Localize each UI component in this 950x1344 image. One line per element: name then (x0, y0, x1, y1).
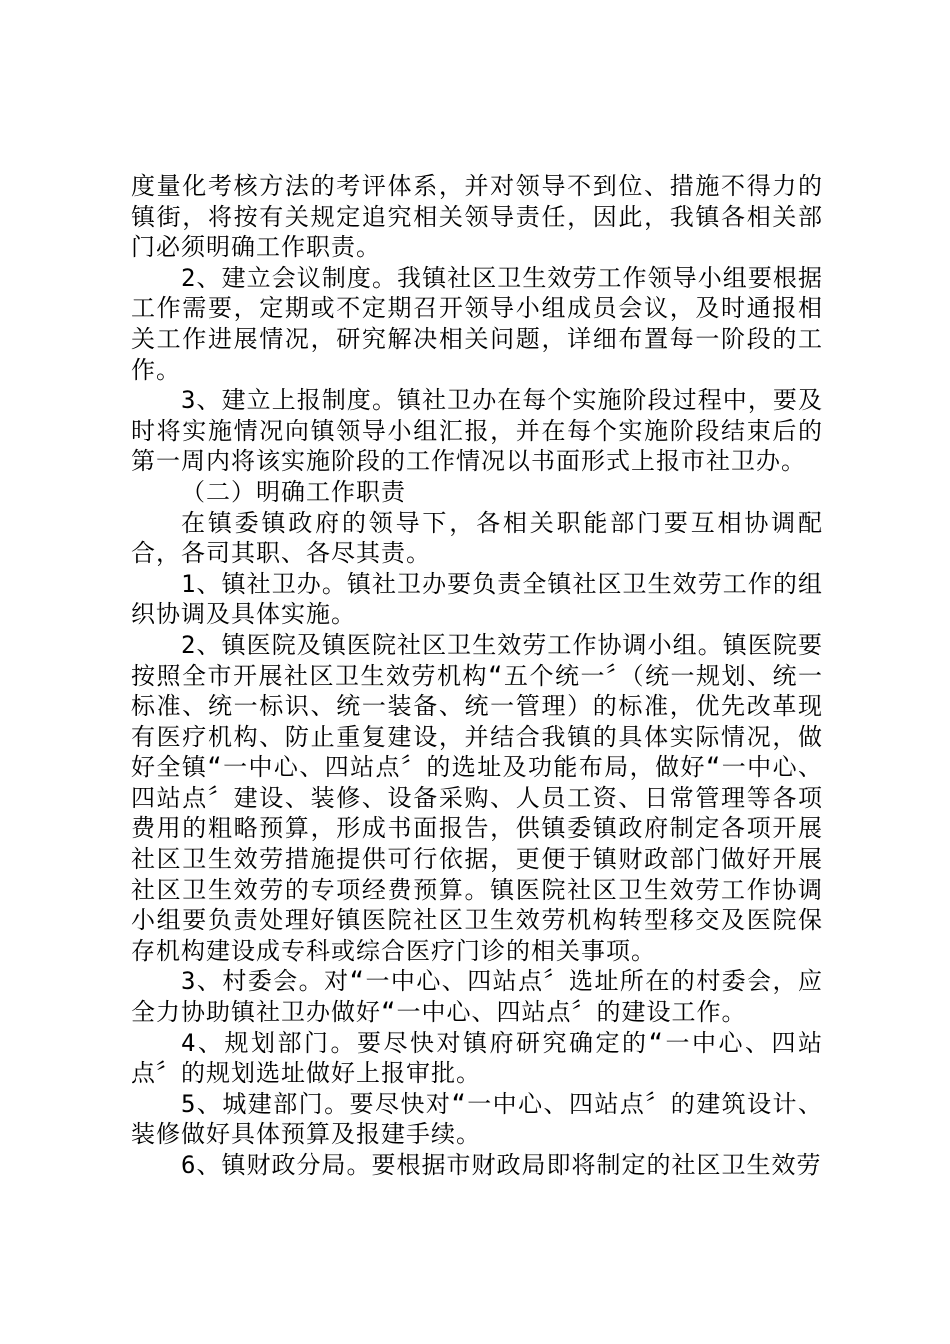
paragraph-reporting-system: 3、建立上报制度。镇社卫办在每个实施阶段过程中，要及时将实施情况向镇领导小组汇报，并在每个实施阶段结束后的第一周内将该实施阶段的工作情况以书面形式上报市社卫办。 (131, 386, 823, 476)
section-heading: （二）明确工作职责 (181, 477, 406, 506)
paragraph-health-office: 1、镇社卫办。镇社卫办要负责全镇社区卫生效劳工作的组织协调及具体实施。 (131, 569, 823, 629)
paragraph-village-committee: 3、村委会。对“一中心、四站点〞选址所在的村委会，应全力协助镇社卫办做好“一中心、四站点〞的建设工作。 (131, 967, 823, 1027)
paragraph-meeting-system: 2、建立会议制度。我镇社区卫生效劳工作领导小组要根据工作需要，定期或不定期召开领导小组成员会议，及时通报相关工作进展情况，研究解决相关问题，详细布置每一阶段的工作。 (131, 263, 823, 384)
paragraph-continuation: 度量化考核方法的考评体系，并对领导不到位、措施不得力的镇街，将按有关规定追究相关领导责任，因此，我镇各相关部门必须明确工作职责。 (131, 172, 823, 262)
paragraph-town-hospital: 2、镇医院及镇医院社区卫生效劳工作协调小组。镇医院要按照全市开展社区卫生效劳机构“五个统一〞（统一规划、统一标准、统一标识、统一装备、统一管理）的标准，优先改革现有医疗机构、防止重复建设，并结合我镇的具体实际情况，做好全镇“一中心、四站点〞的选址及功能布局，做好“一中心、四站点〞建设、装修、设备采购、人员工资、日常管理等各项费用的粗略预算，形成书面报告，供镇委镇政府制定各项开展社区卫生效劳措施提供可行依据，更便于镇财政部门做好开展社区卫生效劳的专项经费预算。镇医院社区卫生效劳工作协调小组要负责处理好镇医院社区卫生效劳机构转型移交及医院保存机构建设成专科或综合医疗门诊的相关事项。 (131, 630, 823, 965)
paragraph-finance-bureau: 6、镇财政分局。要根据市财政局即将制定的社区卫生效劳 (181, 1151, 822, 1179)
paragraph-planning-department: 4、规划部门。要尽快对镇府研究确定的“一中心、四站点〞的规划选址做好上报审批。 (131, 1028, 823, 1088)
paragraph-construction-department: 5、城建部门。要尽快对“一中心、四站点〞的建筑设计、装修做好具体预算及报建手续。 (131, 1089, 823, 1149)
document-body (131, 171, 823, 1181)
paragraph-intro: 在镇委镇政府的领导下，各相关职能部门要互相协调配合，各司其职、各尽其责。 (131, 508, 823, 568)
